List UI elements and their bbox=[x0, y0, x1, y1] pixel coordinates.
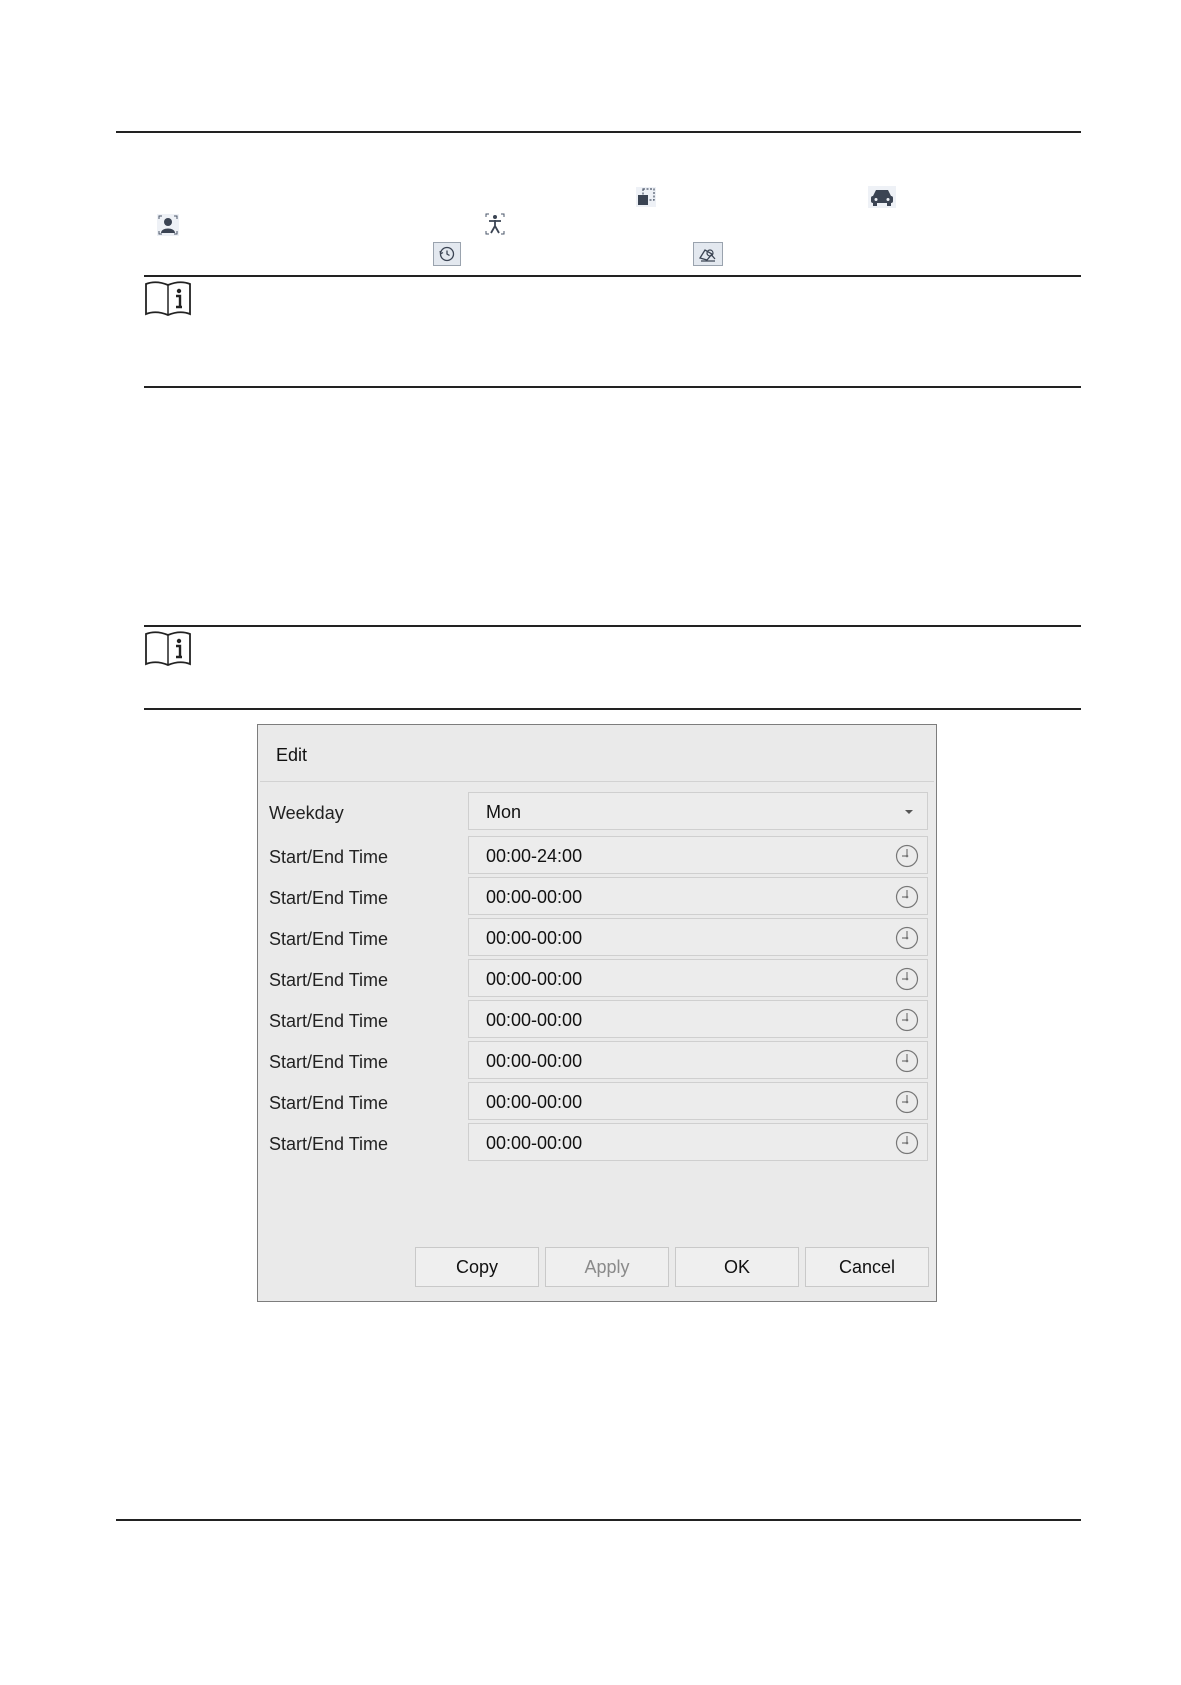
start-end-time-field[interactable] bbox=[468, 836, 928, 874]
start-end-time-label: Start/End Time bbox=[269, 1052, 389, 1072]
note-top-rule bbox=[144, 275, 1081, 277]
start-end-time-label: Start/End Time bbox=[269, 1093, 389, 1113]
start-end-time-field[interactable] bbox=[468, 918, 928, 956]
chevron-down-icon bbox=[905, 810, 913, 814]
motion-detection-icon bbox=[635, 186, 657, 208]
line-crossing-icon bbox=[693, 242, 723, 266]
clock-icon[interactable] bbox=[895, 1049, 919, 1073]
note-bottom-rule bbox=[144, 386, 1081, 388]
start-end-time-label: Start/End Time bbox=[269, 1134, 389, 1154]
note-icon bbox=[144, 630, 192, 668]
time-range-value: 00:00-00:00 bbox=[486, 887, 583, 907]
clock-icon[interactable] bbox=[895, 967, 919, 991]
time-range-value: 00:00-00:00 bbox=[486, 1133, 583, 1153]
start-end-time-label: Start/End Time bbox=[269, 929, 389, 949]
clock-icon[interactable] bbox=[895, 1090, 919, 1114]
clock-icon[interactable] bbox=[895, 885, 919, 909]
start-end-time-label: Start/End Time bbox=[269, 970, 389, 990]
weekday-label: Weekday bbox=[269, 803, 344, 823]
note-top-rule bbox=[144, 625, 1081, 627]
clock-icon[interactable] bbox=[895, 1131, 919, 1155]
footer-rule bbox=[116, 1519, 1081, 1521]
time-range-value: 00:00-00:00 bbox=[486, 928, 583, 948]
start-end-time-field[interactable] bbox=[468, 959, 928, 997]
dialog-title: Edit bbox=[276, 745, 308, 765]
ok-button[interactable]: OK bbox=[675, 1247, 799, 1287]
time-range-value: 00:00-00:00 bbox=[486, 1092, 583, 1112]
start-end-time-field[interactable] bbox=[468, 1000, 928, 1038]
vehicle-icon bbox=[868, 186, 896, 208]
clock-icon[interactable] bbox=[895, 1008, 919, 1032]
weekday-select[interactable] bbox=[468, 792, 928, 830]
start-end-time-label: Start/End Time bbox=[269, 847, 389, 867]
history-icon bbox=[433, 242, 461, 266]
time-range-value: 00:00-24:00 bbox=[486, 846, 583, 866]
start-end-time-field[interactable] bbox=[468, 1082, 928, 1120]
header-rule bbox=[116, 131, 1081, 133]
human-icon bbox=[484, 212, 506, 236]
start-end-time-field[interactable] bbox=[468, 877, 928, 915]
apply-button[interactable]: Apply bbox=[545, 1247, 669, 1287]
edit-schedule-dialog bbox=[257, 724, 937, 1302]
time-range-value: 00:00-00:00 bbox=[486, 969, 583, 989]
start-end-time-label: Start/End Time bbox=[269, 1011, 389, 1031]
cancel-button[interactable]: Cancel bbox=[805, 1247, 929, 1287]
clock-icon[interactable] bbox=[895, 844, 919, 868]
clock-icon[interactable] bbox=[895, 926, 919, 950]
start-end-time-field[interactable] bbox=[468, 1041, 928, 1079]
dialog-divider bbox=[260, 781, 934, 782]
face-icon bbox=[157, 214, 179, 236]
copy-button[interactable]: Copy bbox=[415, 1247, 539, 1287]
note-icon bbox=[144, 280, 192, 318]
start-end-time-field[interactable] bbox=[468, 1123, 928, 1161]
start-end-time-label: Start/End Time bbox=[269, 888, 389, 908]
weekday-value: Mon bbox=[486, 802, 522, 822]
time-range-value: 00:00-00:00 bbox=[486, 1051, 583, 1071]
time-range-value: 00:00-00:00 bbox=[486, 1010, 583, 1030]
note-bottom-rule bbox=[144, 708, 1081, 710]
